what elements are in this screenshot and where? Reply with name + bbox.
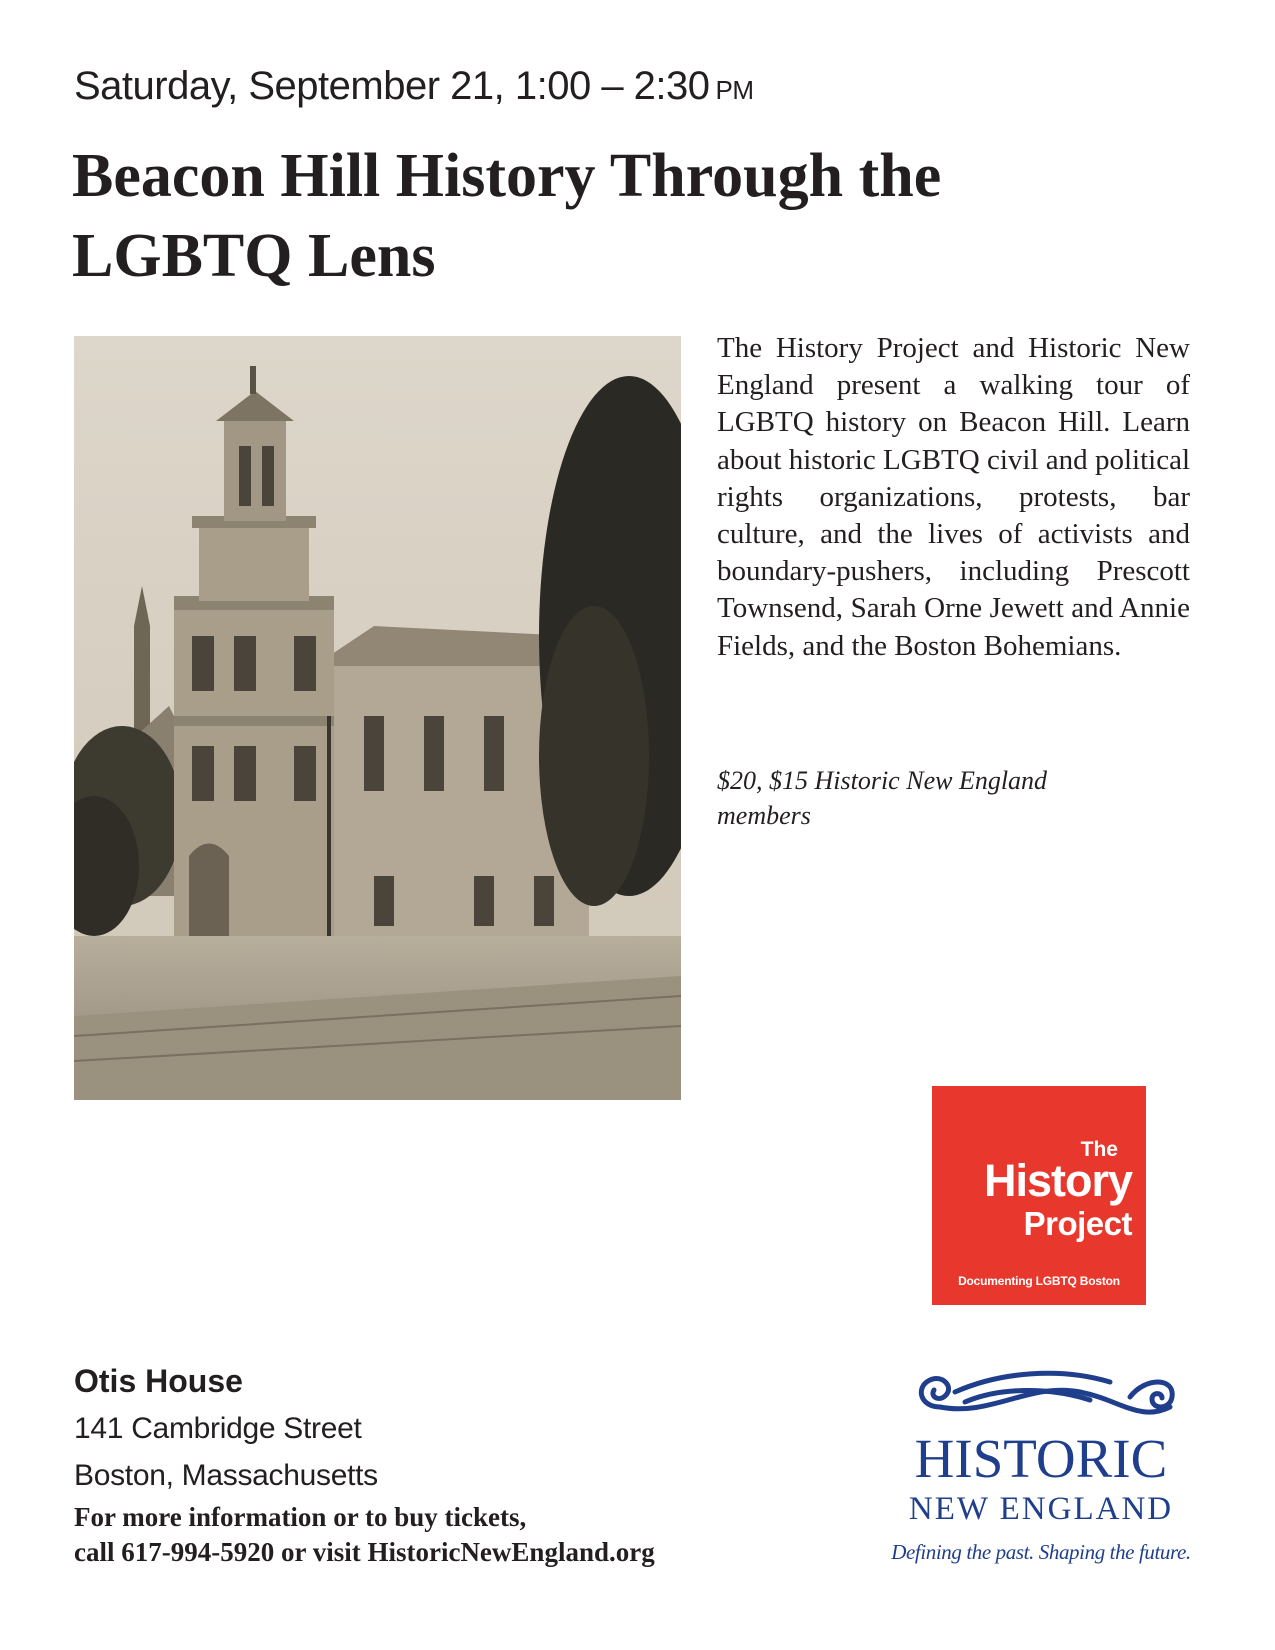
- event-description: The History Project and Historic New England present a walking tour of LGBTQ history on Beacon Hill. Learn about historic LGBTQ civil and political rights organizations, protests, bar culture, and the lives of activists and boundary-pushers, including Prescott Townsend, Sarah Orne Jewett and Annie Fields, and the Boston Bohemians.: [717, 332, 1190, 662]
- contact-info: [74, 1500, 655, 1570]
- history-project-logo: [932, 1086, 1146, 1305]
- price-line-2: members: [717, 801, 811, 830]
- date-time-text: Saturday, September 21, 1:00 – 2:30: [74, 64, 710, 108]
- title-line-2: LGBTQ Lens: [72, 222, 436, 290]
- hne-subtitle: NEW ENGLAND: [908, 1491, 1174, 1527]
- logo-project: Project: [1023, 1205, 1132, 1242]
- contact-line-1: For more information or to buy tickets,: [74, 1502, 527, 1532]
- pm-label: PM: [715, 75, 754, 105]
- price-line-1: $20, $15 Historic New England: [717, 766, 1048, 795]
- venue-street: 141 Cambridge Street: [74, 1412, 362, 1445]
- event-title: [72, 136, 1172, 296]
- logo-history: History: [983, 1155, 1132, 1206]
- church-photo: [74, 336, 681, 1100]
- logo-the: The: [1080, 1138, 1118, 1161]
- event-date-time: [74, 64, 754, 109]
- logo-tagline: Documenting LGBTQ Boston: [958, 1274, 1120, 1288]
- ticket-price: [717, 763, 1137, 833]
- contact-line-2: call 617-994-5920 or visit HistoricNewEngland.org: [74, 1537, 655, 1567]
- hne-tagline: Defining the past. Shaping the future.: [891, 1540, 1191, 1564]
- church-photo-illustration: [74, 336, 681, 1100]
- venue-name: Otis House: [74, 1363, 243, 1399]
- venue-city: Boston, Massachusetts: [74, 1459, 378, 1492]
- hne-name: HISTORIC: [914, 1428, 1168, 1489]
- title-line-1: Beacon Hill History Through the: [72, 142, 942, 210]
